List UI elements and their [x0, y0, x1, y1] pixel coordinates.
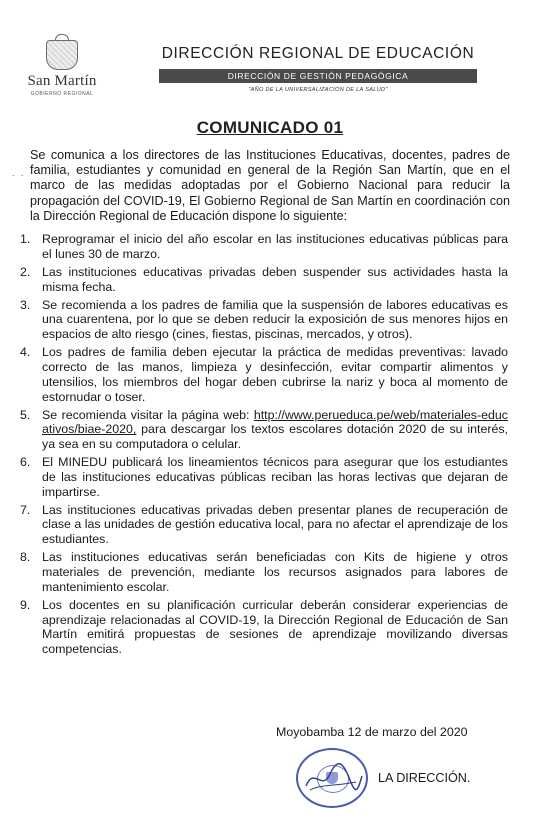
item-number: 4.: [20, 345, 31, 360]
list-item: [20, 503, 508, 547]
item-text: Las instituciones educativas serán beneficiadas con Kits de higiene y otros materiales de prevención, mediante los recursos asignados para labores de mantenimiento escolar.: [42, 550, 508, 594]
list-item: [20, 265, 508, 295]
logo-name: San Martín: [27, 73, 97, 89]
coat-of-arms-icon: [46, 40, 78, 70]
item-text-before-link: Se recomienda visitar la página web:: [42, 407, 254, 422]
intro-paragraph: Se comunica a los directores de las Instituciones Educativas, docentes, padres de familia, estudiantes y comunidad en general de la Región San Martín, que en el marco de las medidas adoptadas por el Gobierno Nacional para reducir la propagación del COVID-19, El Gobierno Regional de San Martín en coordinación con la Dirección Regional de Educación dispone lo siguiente:: [30, 148, 510, 223]
measures-list: [20, 232, 508, 660]
signature-label: LA DIRECCIÓN.: [378, 771, 471, 785]
item-number: 9.: [20, 597, 31, 612]
perueduca-link[interactable]: http://www.perueduca.pe/web/materiales-educativos/biae-2020,: [42, 407, 508, 437]
item-number: 8.: [20, 550, 31, 565]
item-text-after-link: para descargar los textos escolares dotación 2020 de su interés, ya sea en su computadora o celular.: [42, 422, 508, 452]
item-text: Las instituciones educativas privadas deben suspender sus actividades hasta la misma fecha.: [42, 264, 508, 294]
letterhead: [138, 45, 498, 93]
margin-marks: . .: [12, 168, 26, 178]
item-text: El MINEDU publicará los lineamientos técnicos para asegurar que los estudiantes de las instituciones educativas públicas reciban las horas lectivas que dejaran de impartirse.: [42, 455, 508, 499]
item-number: 7.: [20, 502, 31, 517]
document-date: Moyobamba 12 de marzo del 2020: [276, 725, 468, 739]
item-number: 6.: [20, 455, 31, 470]
item-text: Se recomienda a los padres de familia que la suspensión de labores educativas es una cuarentena, por lo que se deben reducir la exposición de sus menores hijos en espacios de alto riesgo (cines, fiestas, piscinas, mercados, y otros).: [42, 297, 508, 342]
list-item: [20, 298, 508, 342]
list-item: [20, 598, 508, 657]
regional-logo: [22, 40, 102, 97]
item-text: Los padres de familia deben ejecutar la práctica de medidas preventivas: lavado correcto de las manos, limpieza y desinfección, evitar compartir alimentos y utensilios, los miembros del hogar deben cubrirse la nariz y boca al momento de estornudar o toser.: [42, 345, 508, 404]
item-number: 1.: [20, 232, 31, 246]
item-number: 2.: [20, 264, 31, 279]
item-text: Los docentes en su planificación curricular deberán considerar experiencias de aprendizaje relacionadas al COVID-19, la Dirección Regional de Educación de San Martín emitirá propuestas de sesiones de aprendizaje movilizando diversas competencias.: [42, 597, 508, 657]
list-item: [20, 232, 508, 262]
item-text: Reprogramar el inicio del año escolar en las instituciones educativas públicas para el lunes 30 de marzo.: [42, 232, 508, 261]
list-item: [20, 455, 508, 499]
logo-subtitle: GOBIERNO REGIONAL: [30, 91, 94, 97]
organization-title: DIRECCIÓN REGIONAL DE EDUCACIÓN: [161, 45, 475, 62]
year-motto: "AÑO DE LA UNIVERSALIZACIÓN DE LA SALUD": [248, 87, 388, 93]
item-number: 3.: [20, 297, 31, 312]
signature-icon: [300, 756, 364, 798]
list-item: [20, 550, 508, 594]
department-band: DIRECCIÓN DE GESTIÓN PEDAGÓGICA: [159, 69, 477, 83]
list-item: [20, 345, 508, 404]
document-title: COMUNICADO 01: [196, 118, 344, 137]
item-number: 5.: [20, 407, 31, 422]
item-text: Las instituciones educativas privadas deben presentar planes de recuperación de clase a las unidades de gestión educativa local, para no afectar el aprendizaje de los estudiantes.: [42, 502, 508, 547]
list-item: [20, 408, 508, 452]
item-text-with-link: [42, 408, 508, 452]
